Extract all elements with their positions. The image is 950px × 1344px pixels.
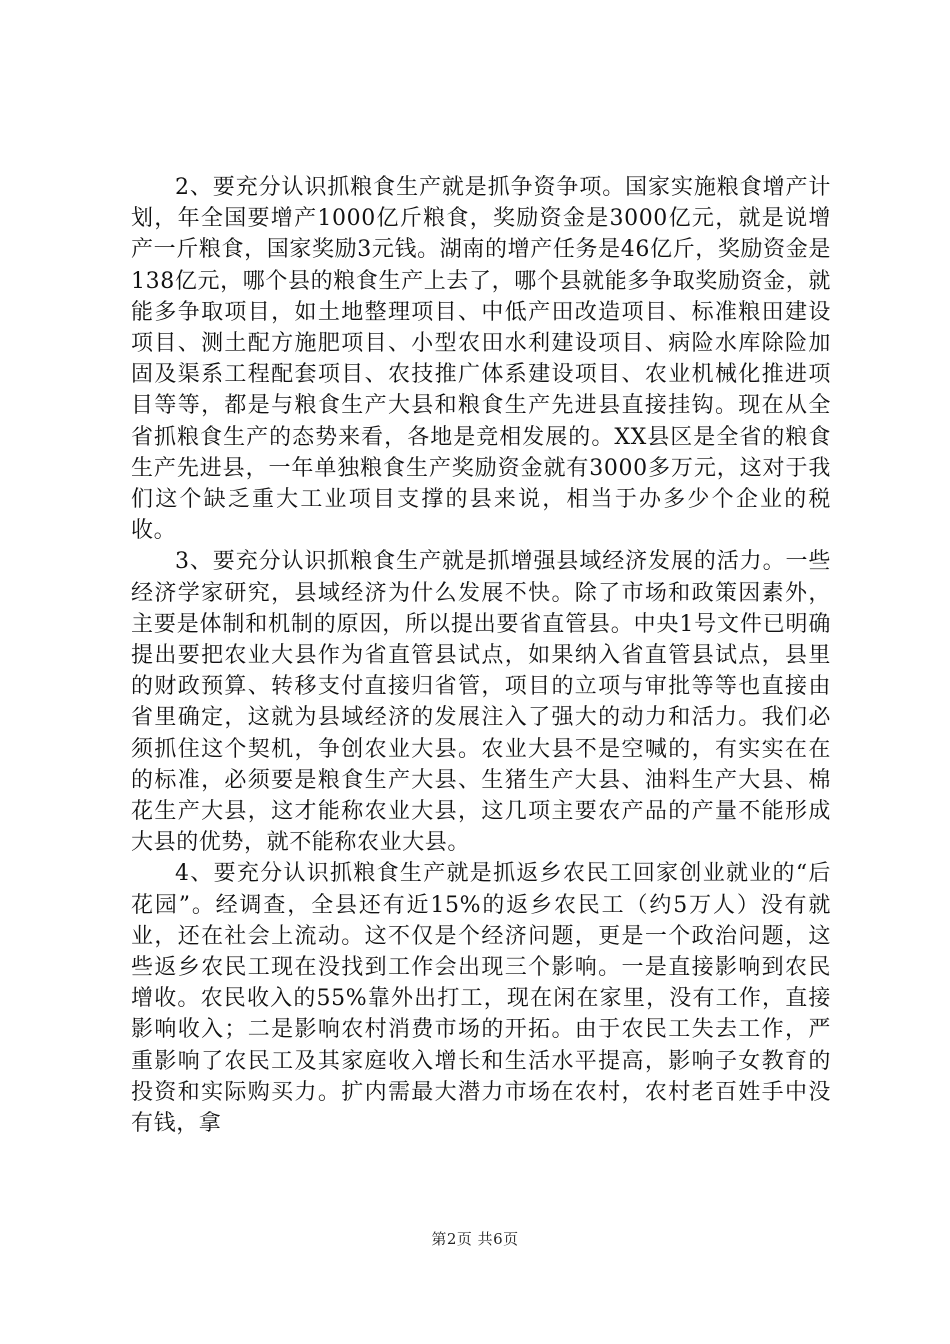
document-body	[131, 172, 831, 1139]
paragraph-2: 2、要充分认识抓粮食生产就是抓争资争项。国家实施粮食增产计划，年全国要增产1000亿斤粮食，奖励资金是3000亿元，就是说增产一斤粮食，国家奖励3元钱。湖南的增产任务是46亿斤，奖励资金是138亿元，哪个县的粮食生产上去了，哪个县就能多争取奖励资金，就能多争取项目，如土地整理项目、中低产田改造项目、标准粮田建设项目、测土配方施肥项目、小型农田水利建设项目、病险水库除险加固及渠系工程配套项目、农技推广体系建设项目、农业机械化推进项目等等，都是与粮食生产大县和粮食生产先进县直接挂钩。现在从全省抓粮食生产的态势来看，各地是竞相发展的。XX县区是全省的粮食生产先进县，一年单独粮食生产奖励资金就有3000多万元，这对于我们这个缺乏重大工业项目支撑的县来说，相当于办多少个企业的税收。	[131, 175, 831, 544]
paragraph-4: 4、要充分认识抓粮食生产就是抓返乡农民工回家创业就业的“后花园”。经调查，全县还有近15%的返乡农民工（约5万人）没有就业，还在社会上流动。这不仅是个经济问题，更是一个政治问题，这些返乡农民工现在没找到工作会出现三个影响。一是直接影响到农民增收。农民收入的55%靠外出打工，现在闲在家里，没有工作，直接影响收入；二是影响农村消费市场的开拓。由于农民工失去工作，严重影响了农民工及其家庭收入增长和生活水平提高，影响子女教育的投资和实际购买力。扩内需最大潜力市场在农村，农村老百姓手中没有钱，拿	[131, 861, 831, 1137]
paragraph-3: 3、要充分认识抓粮食生产就是抓增强县域经济发展的活力。一些经济学家研究，县域经济为什么发展不快。除了市场和政策因素外，主要是体制和机制的原因，所以提出要省直管县。中央1号文件已明确提出要把农业大县作为省直管县试点，如果纳入省直管县试点，县里的财政预算、转移支付直接归省管，项目的立项与审批等等也直接由省里确定，这就为县域经济的发展注入了强大的动力和活力。我们必须抓住这个契机，争创农业大县。农业大县不是空喊的，有实实在在的标准，必须要是粮食生产大县、生猪生产大县、油料生产大县、棉花生产大县，这才能称农业大县，这几项主要农产品的产量不能形成大县的优势，就不能称农业大县。	[131, 549, 831, 856]
page-number-footer: 第2页 共6页	[431, 1230, 519, 1248]
